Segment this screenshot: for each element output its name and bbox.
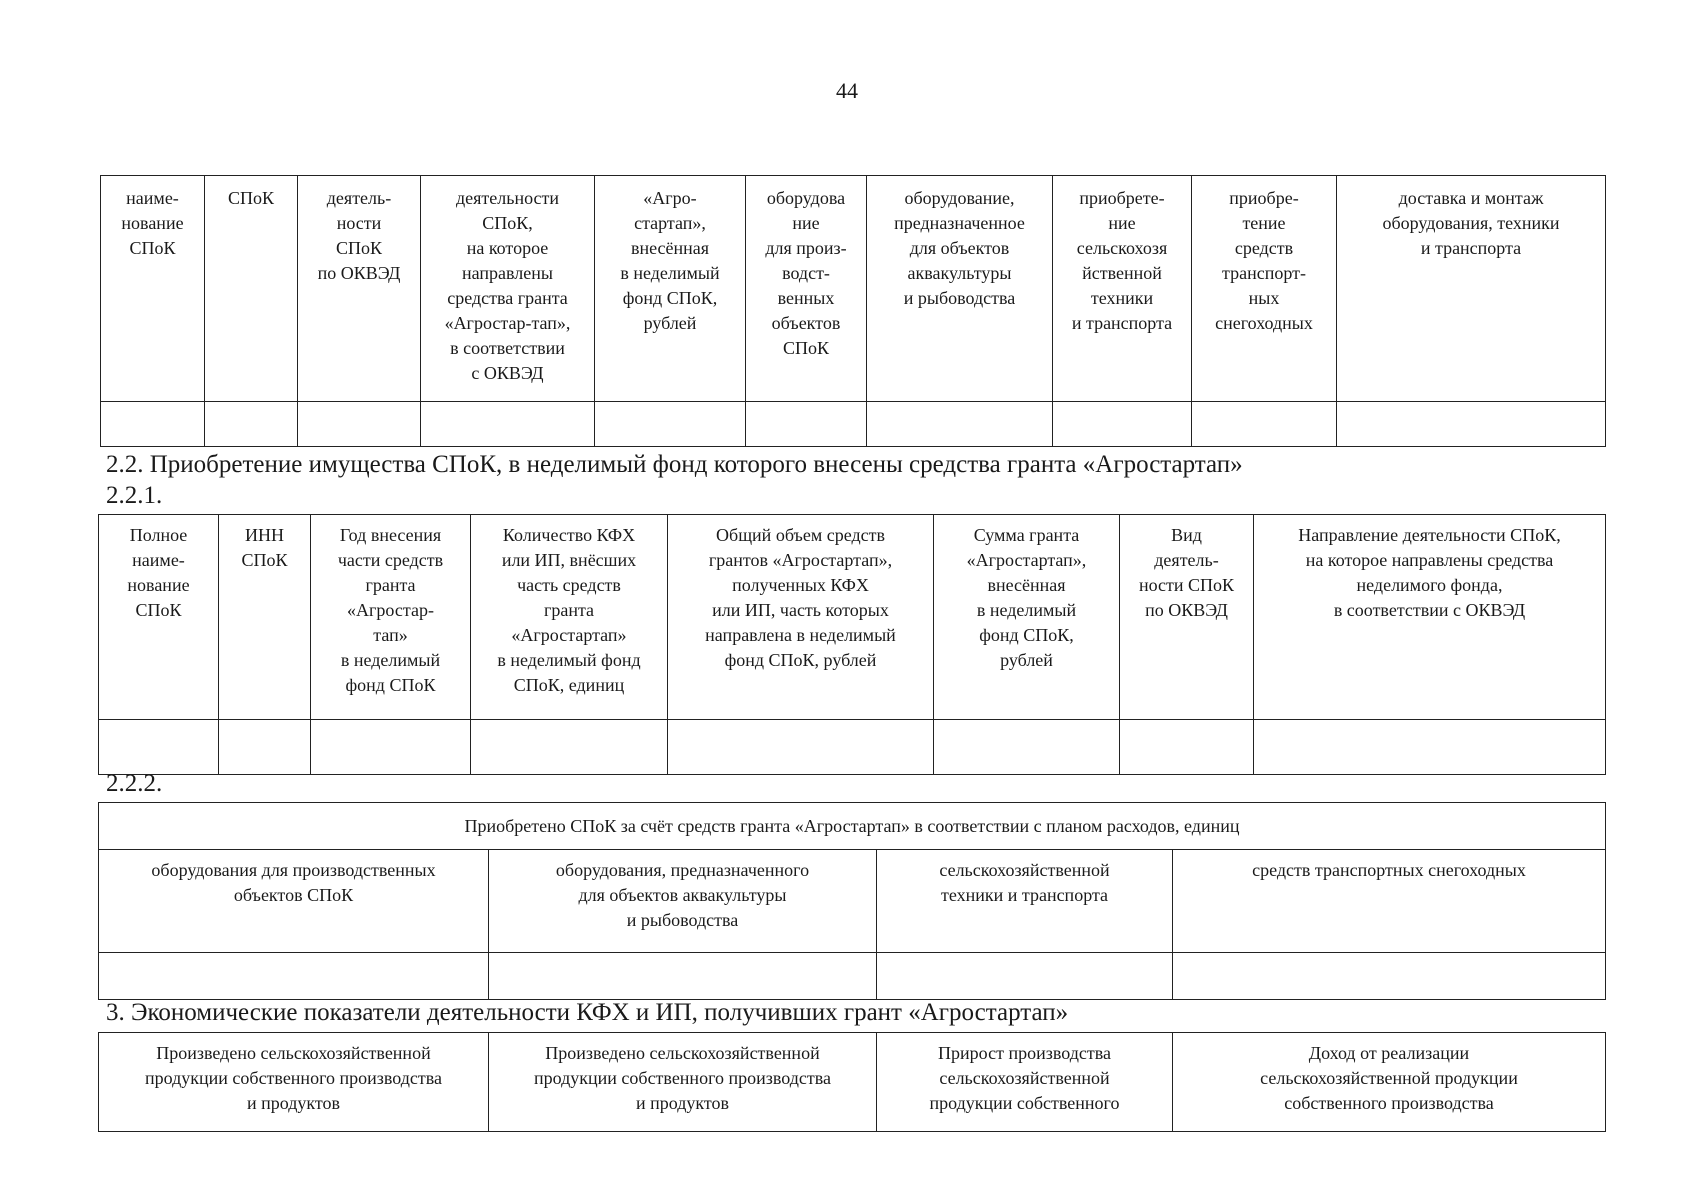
table-header-cell: приобрете- ние сельскохозя йственной техники и транспорта — [1053, 176, 1192, 402]
table-header-cell: наиме- нование СПоК — [101, 176, 205, 402]
table-span-header: Приобретено СПоК за счёт средств гранта «Агростартап» в соответствии с планом расходов, единиц — [99, 803, 1606, 850]
table-header-cell: доставка и монтаж оборудования, техники и транспорта — [1337, 176, 1606, 402]
table-3 — [98, 1032, 1606, 1132]
table-cell — [877, 953, 1173, 1000]
table-header-cell: Доход от реализации сельскохозяйственной продукции собственного производства — [1173, 1033, 1606, 1132]
table-cell — [746, 402, 867, 447]
table-cell — [1192, 402, 1337, 447]
table-header-cell: оборудование, предназначенное для объектов аквакультуры и рыбоводства — [867, 176, 1053, 402]
section-2-2-title: 2.2. Приобретение имущества СПоК, в неделимый фонд которого внесены средства гранта «Агростартап» — [106, 451, 1243, 478]
table-header-cell: деятель- ности СПоК по ОКВЭД — [298, 176, 421, 402]
table-cell — [1254, 720, 1606, 775]
table-header-cell: Произведено сельскохозяйственной продукции собственного производства и продуктов — [99, 1033, 489, 1132]
table-header-cell: Прирост производства сельскохозяйственной продукции собственного — [877, 1033, 1173, 1132]
table-cell — [99, 720, 219, 775]
table-cell — [205, 402, 298, 447]
table-cell — [489, 953, 877, 1000]
table-cell — [668, 720, 934, 775]
table-cell — [421, 402, 595, 447]
table-cell — [99, 953, 489, 1000]
table-cell — [219, 720, 311, 775]
section-2-2-1-label: 2.2.1. — [106, 482, 163, 509]
table-header-cell: Направление деятельности СПоК, на которое направлены средства неделимого фонда, в соответствии с ОКВЭД — [1254, 515, 1606, 720]
table-header-cell: Сумма гранта «Агростартап», внесённая в неделимый фонд СПоК, рублей — [934, 515, 1120, 720]
table-cell — [298, 402, 421, 447]
table-cell — [595, 402, 746, 447]
section-2-2-2-label: 2.2.2. — [106, 770, 163, 797]
table-header-cell: Полное наиме- нование СПоК — [99, 515, 219, 720]
table-header-cell: Произведено сельскохозяйственной продукции собственного производства и продуктов — [489, 1033, 877, 1132]
table-cell — [934, 720, 1120, 775]
table-cell — [1173, 953, 1606, 1000]
table-header-cell: приобре- тение средств транспорт- ных снегоходных — [1192, 176, 1337, 402]
table-cell — [1053, 402, 1192, 447]
table-header-cell: СПоК — [205, 176, 298, 402]
table-header-cell: ИНН СПоК — [219, 515, 311, 720]
table-cell — [867, 402, 1053, 447]
table-cell — [101, 402, 205, 447]
table-header-cell: Год внесения части средств гранта «Агростар- тап» в неделимый фонд СПоК — [311, 515, 471, 720]
table-cell — [1120, 720, 1254, 775]
table-header-cell: сельскохозяйственной техники и транспорта — [877, 850, 1173, 953]
table-header-cell: оборудования для производственных объектов СПоК — [99, 850, 489, 953]
table-header-cell: «Агро- стартап», внесённая в неделимый фонд СПоК, рублей — [595, 176, 746, 402]
table-header-cell: Общий объем средств грантов «Агростартап», полученных КФХ или ИП, часть которых направлена в неделимый фонд СПоК, рублей — [668, 515, 934, 720]
table-header-cell: оборудова ние для произ- водст- венных объектов СПоК — [746, 176, 867, 402]
table-header-cell: деятельности СПоК, на которое направлены средства гранта «Агростар-тап», в соответствии с ОКВЭД — [421, 176, 595, 402]
table-header-cell: средств транспортных снегоходных — [1173, 850, 1606, 953]
section-3-title: 3. Экономические показатели деятельности КФХ и ИП, получивших грант «Агростартап» — [106, 999, 1069, 1026]
table-header-cell: оборудования, предназначенного для объектов аквакультуры и рыбоводства — [489, 850, 877, 953]
table-header-cell: Количество КФХ или ИП, внёсших часть средств гранта «Агростартап» в неделимый фонд СПоК, единиц — [471, 515, 668, 720]
table-cell — [471, 720, 668, 775]
table-2-1-continuation — [100, 175, 1606, 447]
table-cell — [1337, 402, 1606, 447]
table-2-2-1 — [98, 514, 1606, 775]
page-number: 44 — [836, 78, 858, 103]
table-cell — [311, 720, 471, 775]
table-2-2-2 — [98, 802, 1606, 1000]
table-header-cell: Вид деятель- ности СПоК по ОКВЭД — [1120, 515, 1254, 720]
